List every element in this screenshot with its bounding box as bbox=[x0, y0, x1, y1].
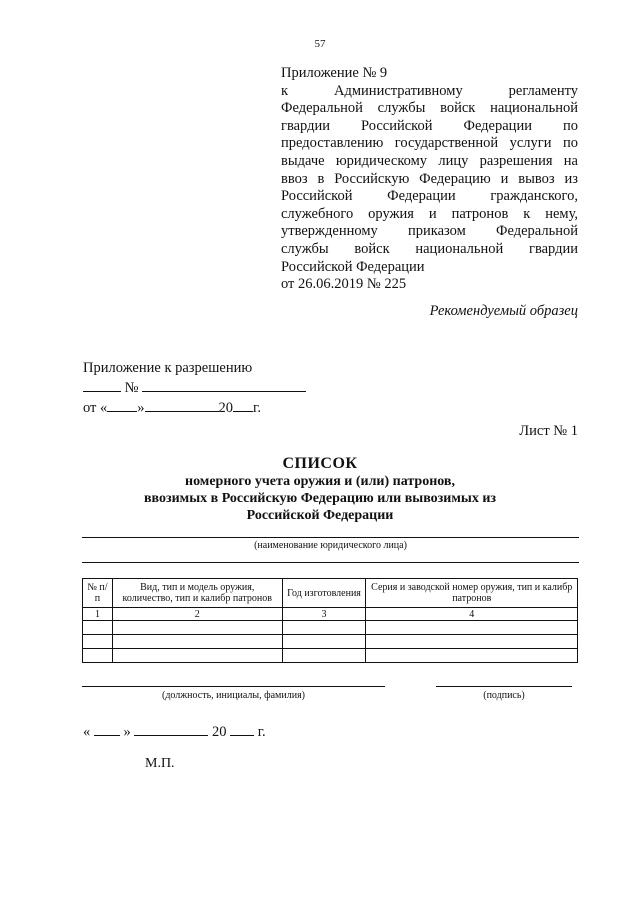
column-number: 3 bbox=[282, 608, 366, 621]
column-header: Год изготовления bbox=[282, 579, 366, 608]
org-name-line-2 bbox=[82, 562, 579, 563]
column-header: Вид, тип и модель оружия, количество, тип и калибр патронов bbox=[112, 579, 282, 608]
appendix-line: выдаче юридическому лицу разрешения на bbox=[281, 152, 578, 169]
blank-field bbox=[233, 398, 253, 412]
permit-number-row bbox=[83, 378, 306, 398]
appendix-header bbox=[281, 65, 578, 294]
column-number: 4 bbox=[366, 608, 578, 621]
appendix-line: Федеральной службы войск национальной bbox=[281, 100, 578, 117]
table-row bbox=[83, 621, 578, 635]
column-number: 2 bbox=[112, 608, 282, 621]
appendix-order-date: от 26.06.2019 № 225 bbox=[281, 276, 407, 293]
blank-field bbox=[107, 398, 137, 412]
heading-title: СПИСОК bbox=[282, 455, 358, 472]
date-line bbox=[83, 722, 266, 741]
permit-title: Приложение к разрешению bbox=[83, 360, 253, 376]
heading-line: Российской Федерации bbox=[246, 508, 394, 523]
appendix-line: утвержденному приказом Федеральной bbox=[281, 223, 578, 240]
date-prefix: от « bbox=[83, 400, 108, 416]
blank-field bbox=[142, 378, 306, 392]
signature-caption: (подпись) bbox=[483, 690, 525, 701]
heading-line: ввозимых в Российскую Федерацию или вывозимых из bbox=[143, 491, 497, 506]
position-caption: (должность, инициалы, фамилия) bbox=[161, 690, 306, 701]
heading-line: номерного учета оружия и (или) патронов, bbox=[185, 474, 455, 489]
org-name-line bbox=[82, 537, 579, 538]
table-row bbox=[83, 635, 578, 649]
permit-reference bbox=[83, 359, 306, 418]
column-number: 1 bbox=[83, 608, 113, 621]
recommended-sample-label: Рекомендуемый образец bbox=[429, 303, 578, 319]
appendix-line: службы войск национальной гвардии bbox=[281, 240, 578, 257]
date-year: 20 bbox=[218, 400, 234, 416]
appendix-line: к Административному регламенту bbox=[281, 82, 578, 99]
document-heading bbox=[60, 455, 580, 524]
appendix-line: предоставлению государственной услуги по bbox=[281, 135, 578, 152]
appendix-number: Приложение № 9 bbox=[281, 65, 388, 81]
date-open-quote: « bbox=[83, 724, 91, 740]
appendix-line: гвардии Российской Федерации по bbox=[281, 117, 578, 134]
stamp-label: М.П. bbox=[145, 756, 175, 771]
org-name-caption: (наименование юридического лица) bbox=[254, 540, 407, 551]
blank-field bbox=[134, 722, 208, 736]
signature-line bbox=[436, 686, 572, 687]
weapons-table bbox=[82, 578, 578, 663]
table-row bbox=[83, 649, 578, 663]
appendix-line: Российской Федерации гражданского, bbox=[281, 188, 578, 205]
blank-field bbox=[230, 722, 254, 736]
date-close-quote: » bbox=[123, 724, 131, 740]
blank-field bbox=[145, 398, 219, 412]
blank-field bbox=[83, 378, 121, 392]
sheet-label: Лист № 1 bbox=[519, 423, 578, 439]
date-suffix: г. bbox=[253, 400, 261, 416]
appendix-line: ввоз в Российскую Федерацию и вывоз из bbox=[281, 170, 578, 187]
page-number: 57 bbox=[314, 38, 326, 50]
position-line bbox=[82, 686, 385, 687]
column-number-row bbox=[83, 608, 578, 621]
appendix-line: служебного оружия и патронов к нему, bbox=[281, 205, 578, 222]
column-header: № п/п bbox=[83, 579, 113, 608]
date-mid: » bbox=[137, 400, 145, 416]
date-year: 20 bbox=[212, 724, 227, 740]
permit-date-row bbox=[83, 398, 306, 418]
appendix-line: Российской Федерации bbox=[281, 258, 425, 275]
number-sign: № bbox=[124, 380, 139, 396]
column-header: Серия и заводской номер оружия, тип и калибр патронов bbox=[366, 579, 578, 608]
date-suffix: г. bbox=[257, 724, 266, 740]
table-header-row bbox=[83, 579, 578, 608]
blank-field bbox=[94, 722, 120, 736]
